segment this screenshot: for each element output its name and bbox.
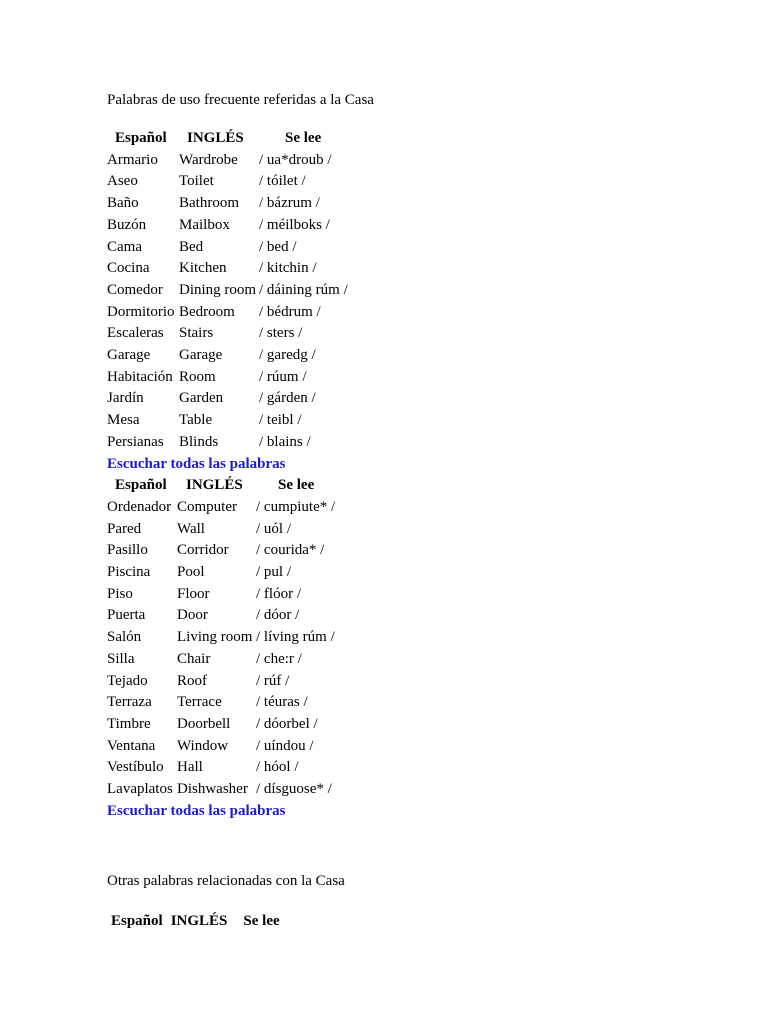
- english-word: Roof: [177, 672, 207, 689]
- listen-all-link-2[interactable]: Escuchar todas las palabras: [107, 802, 286, 819]
- header-spanish: Español: [115, 477, 167, 494]
- english-word: Dining room: [179, 281, 257, 298]
- spanish-word: Dormitorio: [107, 303, 175, 320]
- english-word: Blinds: [179, 433, 219, 450]
- english-word: Toilet: [179, 173, 214, 190]
- pronunciation: / dóorbel /: [256, 715, 318, 732]
- english-word: Garage: [179, 347, 223, 364]
- header-english: INGLÉS: [170, 913, 228, 930]
- table-row: [107, 671, 335, 693]
- pronunciation: / uíndou /: [256, 737, 314, 754]
- pronunciation: / téuras /: [256, 694, 308, 711]
- spanish-word: Pared: [107, 520, 142, 537]
- listen-all-link-1[interactable]: Escuchar todas las palabras: [107, 455, 286, 472]
- spanish-word: Silla: [107, 650, 135, 667]
- english-word: Door: [177, 607, 208, 624]
- english-word: Garden: [179, 390, 224, 407]
- english-word: Computer: [177, 498, 237, 515]
- spanish-word: Ventana: [107, 737, 156, 754]
- pronunciation: / kitchin /: [259, 260, 317, 277]
- pronunciation: / che:r /: [256, 650, 302, 667]
- pronunciation: / pul /: [256, 564, 292, 581]
- pronunciation: / dóor /: [256, 607, 300, 624]
- table-row: [107, 323, 348, 345]
- spanish-word: Puerta: [107, 607, 146, 624]
- spanish-word: Cama: [107, 238, 142, 255]
- spanish-word: Pasillo: [107, 542, 148, 559]
- vocab-table-2: [107, 475, 335, 801]
- pronunciation: / gárden /: [259, 390, 316, 407]
- table-row: [107, 258, 348, 280]
- pronunciation: / bed /: [259, 238, 297, 255]
- pronunciation: / uól /: [256, 520, 292, 537]
- pronunciation: / méilboks /: [259, 216, 330, 233]
- header-spanish: Español: [111, 913, 163, 930]
- table-header-row: [107, 911, 280, 933]
- english-word: Window: [177, 737, 229, 754]
- spanish-word: Garage: [107, 347, 151, 364]
- table-row: [107, 432, 348, 454]
- spanish-word: Persianas: [107, 433, 164, 450]
- header-english: INGLÉS: [187, 130, 244, 146]
- spanish-word: Vestíbulo: [107, 759, 164, 776]
- document-page: [107, 90, 727, 933]
- table-row: [107, 605, 335, 627]
- table-row: [107, 649, 335, 671]
- spanish-word: Tejado: [107, 672, 148, 689]
- table-row: [107, 215, 348, 237]
- table-row: [107, 627, 335, 649]
- spanish-word: Lavaplatos: [107, 781, 173, 798]
- table-row: [107, 779, 335, 801]
- table-row: [107, 345, 348, 367]
- vocab-table-1: [107, 128, 348, 454]
- table-header-row: [107, 475, 335, 497]
- table-row: [107, 757, 335, 779]
- table-header-row: [107, 128, 348, 150]
- english-word: Pool: [177, 564, 205, 581]
- english-word: Kitchen: [179, 260, 227, 277]
- spanish-word: Baño: [107, 195, 139, 212]
- pronunciation: / teibl /: [259, 412, 302, 429]
- english-word: Corridor: [177, 542, 229, 559]
- table-row: [107, 150, 348, 172]
- intro-title: Palabras de uso frecuente referidas a la Casa: [107, 92, 374, 108]
- pronunciation: / hóol /: [256, 759, 299, 776]
- english-word: Chair: [177, 650, 211, 667]
- spanish-word: Piso: [107, 585, 133, 602]
- english-word: Doorbell: [177, 715, 231, 732]
- spanish-word: Terraza: [107, 694, 152, 711]
- pronunciation: / líving rúm /: [256, 629, 335, 646]
- english-word: Room: [179, 368, 216, 385]
- section-spacer: [107, 822, 727, 871]
- table-row: [107, 584, 335, 606]
- english-word: Bathroom: [179, 195, 239, 212]
- pronunciation: / courida* /: [256, 542, 325, 559]
- table-row: [107, 736, 335, 758]
- vocab-table-1-body: [107, 150, 348, 454]
- english-word: Wall: [177, 520, 205, 537]
- spanish-word: Jardín: [107, 390, 144, 407]
- table-row: [107, 280, 348, 302]
- pronunciation: / sters /: [259, 325, 303, 342]
- english-word: Hall: [177, 759, 203, 776]
- table-row: [107, 519, 335, 541]
- english-word: Living room: [177, 629, 253, 646]
- header-english: INGLÉS: [186, 477, 243, 494]
- pronunciation: / rúum /: [259, 368, 307, 385]
- spanish-word: Timbre: [107, 715, 151, 732]
- english-word: Stairs: [179, 325, 214, 342]
- english-word: Bedroom: [179, 303, 235, 320]
- pronunciation: / bázrum /: [259, 195, 320, 212]
- pronunciation: / dísguose* /: [256, 781, 332, 798]
- pronunciation: / blains /: [259, 433, 311, 450]
- header-pronunciation: Se lee: [285, 130, 322, 146]
- table-row: [107, 562, 335, 584]
- other-words-title: Otras palabras relacionadas con la Casa: [107, 873, 345, 890]
- pronunciation: / garedg /: [259, 347, 316, 364]
- header-spanish: Español: [115, 130, 167, 146]
- pronunciation: / bédrum /: [259, 303, 321, 320]
- pronunciation: / tóilet /: [259, 173, 306, 190]
- spanish-word: Ordenador: [107, 498, 172, 515]
- english-word: Dishwasher: [177, 781, 248, 798]
- table-row: [107, 692, 335, 714]
- spanish-word: Buzón: [107, 216, 147, 233]
- table-row: [107, 171, 348, 193]
- pronunciation: / flóor /: [256, 585, 301, 602]
- spanish-word: Habitación: [107, 368, 173, 385]
- spanish-word: Piscina: [107, 564, 151, 581]
- table-row: [107, 367, 348, 389]
- table-row: [107, 410, 348, 432]
- spanish-word: Cocina: [107, 260, 150, 277]
- english-word: Floor: [177, 585, 210, 602]
- english-word: Terrace: [177, 694, 222, 711]
- spanish-word: Comedor: [107, 281, 163, 298]
- spanish-word: Mesa: [107, 412, 140, 429]
- table-row: [107, 540, 335, 562]
- pronunciation: / ua*droub /: [259, 151, 332, 168]
- english-word: Table: [179, 412, 213, 429]
- table-row: [107, 714, 335, 736]
- table-row: [107, 193, 348, 215]
- english-word: Wardrobe: [179, 151, 238, 168]
- header-pronunciation: Se lee: [278, 477, 315, 494]
- vocab-table-3: [107, 911, 280, 933]
- english-word: Bed: [179, 238, 204, 255]
- table-row: [107, 237, 348, 259]
- spanish-word: Armario: [107, 151, 158, 168]
- header-pronunciation: Se lee: [243, 913, 280, 930]
- vocab-table-2-body: [107, 497, 335, 801]
- table-row: [107, 302, 348, 324]
- spanish-word: Aseo: [107, 173, 138, 190]
- english-word: Mailbox: [179, 216, 230, 233]
- spanish-word: Salón: [107, 629, 142, 646]
- spanish-word: Escaleras: [107, 325, 164, 342]
- pronunciation: / dáining rúm /: [259, 281, 348, 298]
- table-row: [107, 388, 348, 410]
- pronunciation: / rúf /: [256, 672, 290, 689]
- table-row: [107, 497, 335, 519]
- pronunciation: / cumpiute* /: [256, 498, 336, 515]
